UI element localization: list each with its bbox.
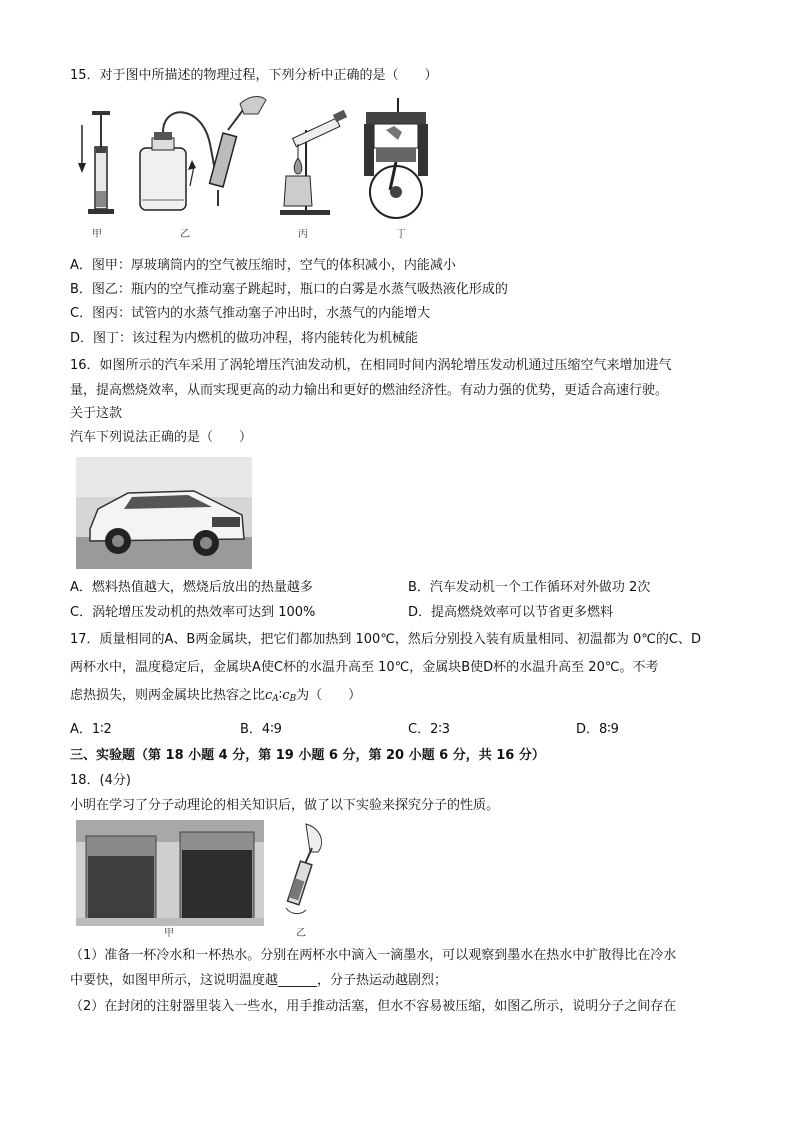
q15-figure-yi: [132, 94, 272, 220]
q17-sub-b: B: [289, 694, 297, 704]
q18-intro: 小明在学习了分子动理论的相关知识后，做了以下实验来探究分子的性质。: [70, 798, 500, 813]
q18-part1-line1: （1）准备一杯冷水和一杯热水。分别在两杯水中滴入一滴墨水，可以观察到墨水在热水中扩散得比在冷水: [70, 948, 677, 963]
q16-stem-line2: 量，提高燃烧效率，从而实现更高的动力输出和更好的燃油经济性。有动力强的优势，更适合高速行驶。: [70, 383, 669, 398]
q17-c-symbol-a: c: [265, 688, 273, 703]
q17-line3-post: 为（ ）: [296, 688, 362, 703]
q17-line1: 17．质量相同的A、B两金属块，把它们都加热到 100℃，然后分别投入装有质量相同、初温都为 0℃的C、D: [70, 632, 701, 647]
q18-part1-line2: 中要快，如图甲所示，这说明温度越______，分子热运动越剧烈；: [70, 973, 448, 988]
q15-figure-jia: [76, 95, 132, 220]
q17-option-c: C．2∶3: [408, 722, 451, 737]
q15-fig-label-bing: 丙: [298, 229, 308, 240]
q16-option-d: D．提高燃烧效率可以节省更多燃料: [408, 605, 614, 620]
q18-fig-label-yi: 乙: [296, 928, 306, 939]
q16-option-c: C．涡轮增压发动机的热效率可达到 100%: [70, 605, 316, 620]
q17-c-symbol-b: c: [282, 688, 290, 703]
q15-option-a: A．图甲：厚玻璃筒内的空气被压缩时，空气的体积减小，内能减小: [70, 258, 456, 273]
q15-fig-label-jia: 甲: [92, 229, 102, 240]
q18-figure-yi: [280, 822, 330, 920]
q16-option-b: B．汽车发动机一个工作循环对外做功 2次: [408, 580, 651, 595]
q17-line2: 两杯水中，温度稳定后，金属块A使C杯的水温升高至 10℃，金属块B使D杯的水温升高至 20℃。不考: [70, 660, 659, 675]
q18-fig-label-jia: 甲: [164, 928, 174, 939]
q16-stem-line1: 16．如图所示的汽车采用了涡轮增压汽油发动机，在相同时间内涡轮增压发动机通过压缩空气来增加进气: [70, 358, 672, 373]
q16-stem-line3: 关于这款: [70, 406, 123, 421]
q17-option-b: B．4∶9: [240, 722, 282, 737]
q16-option-a: A．燃料热值越大，燃烧后放出的热量越多: [70, 580, 313, 595]
q17-option-d: D．8∶9: [576, 722, 619, 737]
q15-option-b: B．图乙：瓶内的空气推动塞子跳起时，瓶口的白雾是水蒸气吸热液化形成的: [70, 282, 508, 297]
q17-line3: [70, 688, 361, 705]
q15-figure-ding: [358, 96, 434, 222]
q16-stem-line4: 汽车下列说法正确的是（ ）: [70, 430, 253, 445]
q17-ratio-sep: ∶: [278, 688, 283, 703]
section3-title: 三、实验题（第 18 小题 4 分，第 19 小题 6 分，第 20 小题 6 分，共 16 分）: [70, 748, 545, 763]
q18-part2-line1: （2）在封闭的注射器里装入一些水，用手推动活塞，但水不容易被压缩，如图乙所示，说明分子之间存在: [70, 999, 677, 1014]
q15-figure-bing: [272, 110, 352, 220]
q15-stem: 15．对于图中所描述的物理过程，下列分析中正确的是（ ）: [70, 68, 438, 83]
q18-number: 18．(4分): [70, 773, 131, 788]
q17-option-a: A．1∶2: [70, 722, 112, 737]
q18-figure-jia: [76, 820, 264, 926]
q15-fig-label-yi: 乙: [180, 229, 190, 240]
q15-option-c: C．图丙：试管内的水蒸气推动塞子冲出时，水蒸气的内能增大: [70, 306, 431, 321]
q17-sub-a: A: [272, 694, 279, 704]
q15-option-d: D．图丁：该过程为内燃机的做功冲程，将内能转化为机械能: [70, 331, 419, 346]
q17-line3-pre: 虑热损失，则两金属块比热容之比: [70, 688, 266, 703]
q16-car-photo: [76, 457, 252, 569]
q15-fig-label-ding: 丁: [396, 229, 406, 240]
